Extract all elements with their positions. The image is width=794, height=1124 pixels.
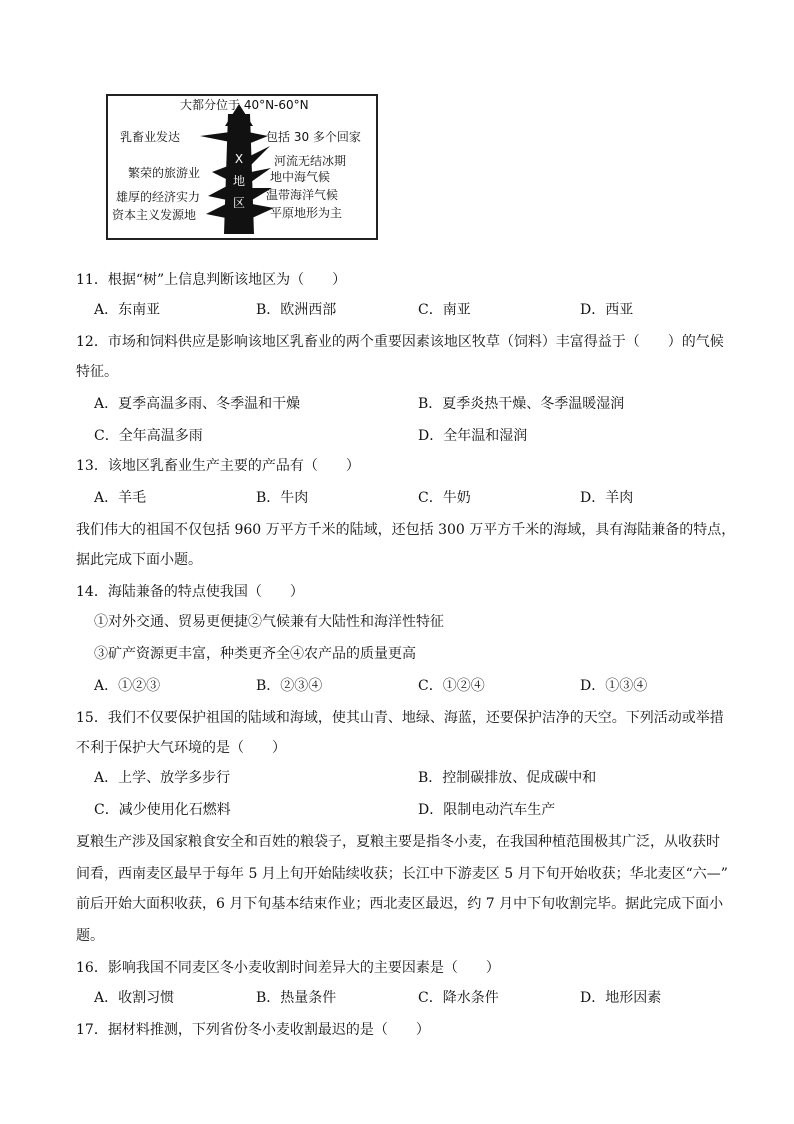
- passage-2-line: 夏粮生产涉及国家粮食安全和百姓的粮袋子，夏粮主要是指冬小麦，在我国种植范围极其广泛，从收获时: [76, 834, 720, 850]
- q15-option-d[interactable]: D．限制电动汽车生产: [418, 802, 556, 818]
- q14-option-c[interactable]: C．①②④: [418, 678, 485, 694]
- q11-option-c[interactable]: C．南亚: [418, 302, 471, 318]
- figure-right-label: 包括 30 多个回家: [266, 130, 361, 144]
- question-12-stem-cont: 特征。: [76, 364, 118, 380]
- passage-2-line: 前后开始大面积收获，6 月下旬基本结束作业；西北麦区最迟，约 7 月中下旬收割完毕。据此完成下面小: [76, 896, 724, 912]
- question-11-stem: 11．根据“树”上信息判断该地区为（ ）: [76, 272, 347, 288]
- figure-right-label: 温带海洋气候: [266, 188, 339, 202]
- knowledge-tree-figure: [106, 94, 378, 240]
- question-17-stem: 17．据材料推测，下列省份冬小麦收割最迟的是（ ）: [76, 1022, 430, 1038]
- passage-2-line: 题。: [76, 928, 104, 944]
- q13-option-d[interactable]: D．羊肉: [580, 490, 634, 506]
- passage-1-line: 我们伟大的祖国不仅包括 960 万平方千米的陆域，还包括 300 万平方千米的海域，具有海陆兼备的特点，: [76, 522, 736, 538]
- q11-option-a[interactable]: A．东南亚: [94, 302, 161, 318]
- question-13-stem: 13．该地区乳畜业生产主要的产品有（ ）: [76, 458, 360, 474]
- trunk-label: X: [234, 152, 244, 166]
- q15-option-b[interactable]: B．控制碳排放、促成碳中和: [418, 770, 597, 786]
- q14-option-d[interactable]: D．①③④: [580, 678, 648, 694]
- q12-option-a[interactable]: A．夏季高温多雨、冬季温和干燥: [94, 396, 301, 412]
- figure-left-label: 雄厚的经济实力: [116, 190, 201, 204]
- q11-option-d[interactable]: D．西亚: [580, 302, 634, 318]
- q14-items-line: ①对外交通、贸易更便捷②气候兼有大陆性和海洋性特征: [94, 614, 444, 630]
- q14-option-a[interactable]: A．①②③: [94, 678, 161, 694]
- passage-2-line: 间看，西南麦区最早于每年 5 月上旬开始陆续收获；长江中下游麦区 5 月下旬开始收获；华北麦区“六—”: [76, 866, 728, 882]
- trunk-label: 区: [232, 196, 245, 210]
- figure-left-label: 繁荣的旅游业: [128, 166, 201, 180]
- figure-right-label: 地中海气候: [270, 170, 331, 184]
- figure-left-label: 资本主义发源地: [112, 208, 197, 222]
- q14-option-b[interactable]: B．②③④: [256, 678, 323, 694]
- question-15-stem-cont: 不利于保护大气环境的是（ ）: [76, 740, 286, 756]
- question-16-stem: 16．影响我国不同麦区冬小麦收割时间差异大的主要因素是（ ）: [76, 960, 500, 976]
- figure-left-label: 乳畜业发达: [120, 130, 181, 144]
- question-14-stem: 14．海陆兼备的特点使我国（ ）: [76, 584, 304, 600]
- figure-right-label: 河流无结冰期: [274, 154, 347, 168]
- figure-right-label: 平原地形为主: [270, 206, 343, 220]
- q14-items-line: ③矿产资源更丰富，种类更齐全④农产品的质量更高: [94, 646, 416, 662]
- q12-option-b[interactable]: B．夏季炎热干燥、冬季温暖湿润: [418, 396, 625, 412]
- q15-option-c[interactable]: C．减少使用化石燃料: [94, 802, 231, 818]
- figure-top-label: 大都分位于 40°N-60°N: [180, 98, 309, 112]
- question-12-stem: 12．市场和饲料供应是影响该地区乳畜业的两个重要因素该地区牧草（饲料）丰富得益于（ ）的气候: [76, 334, 724, 350]
- q15-option-a[interactable]: A．上学、放学多步行: [94, 770, 231, 786]
- question-15-stem: 15．我们不仅要保护祖国的陆域和海域，使其山青、地绿、海蓝，还要保护洁净的天空。下列活动或举措: [76, 710, 724, 726]
- q16-option-a[interactable]: A．收割习惯: [94, 990, 175, 1006]
- q12-option-c[interactable]: C．全年高温多雨: [94, 428, 203, 444]
- q13-option-b[interactable]: B．牛肉: [256, 490, 309, 506]
- q13-option-a[interactable]: A．羊毛: [94, 490, 147, 506]
- q16-option-c[interactable]: C．降水条件: [418, 990, 499, 1006]
- q16-option-b[interactable]: B．热量条件: [256, 990, 337, 1006]
- q13-option-c[interactable]: C．牛奶: [418, 490, 471, 506]
- passage-1-line: 据此完成下面小题。: [76, 552, 202, 568]
- q11-option-b[interactable]: B．欧洲西部: [256, 302, 337, 318]
- trunk-label: 地: [232, 174, 245, 188]
- q16-option-d[interactable]: D．地形因素: [580, 990, 662, 1006]
- q12-option-d[interactable]: D．全年温和湿润: [418, 428, 528, 444]
